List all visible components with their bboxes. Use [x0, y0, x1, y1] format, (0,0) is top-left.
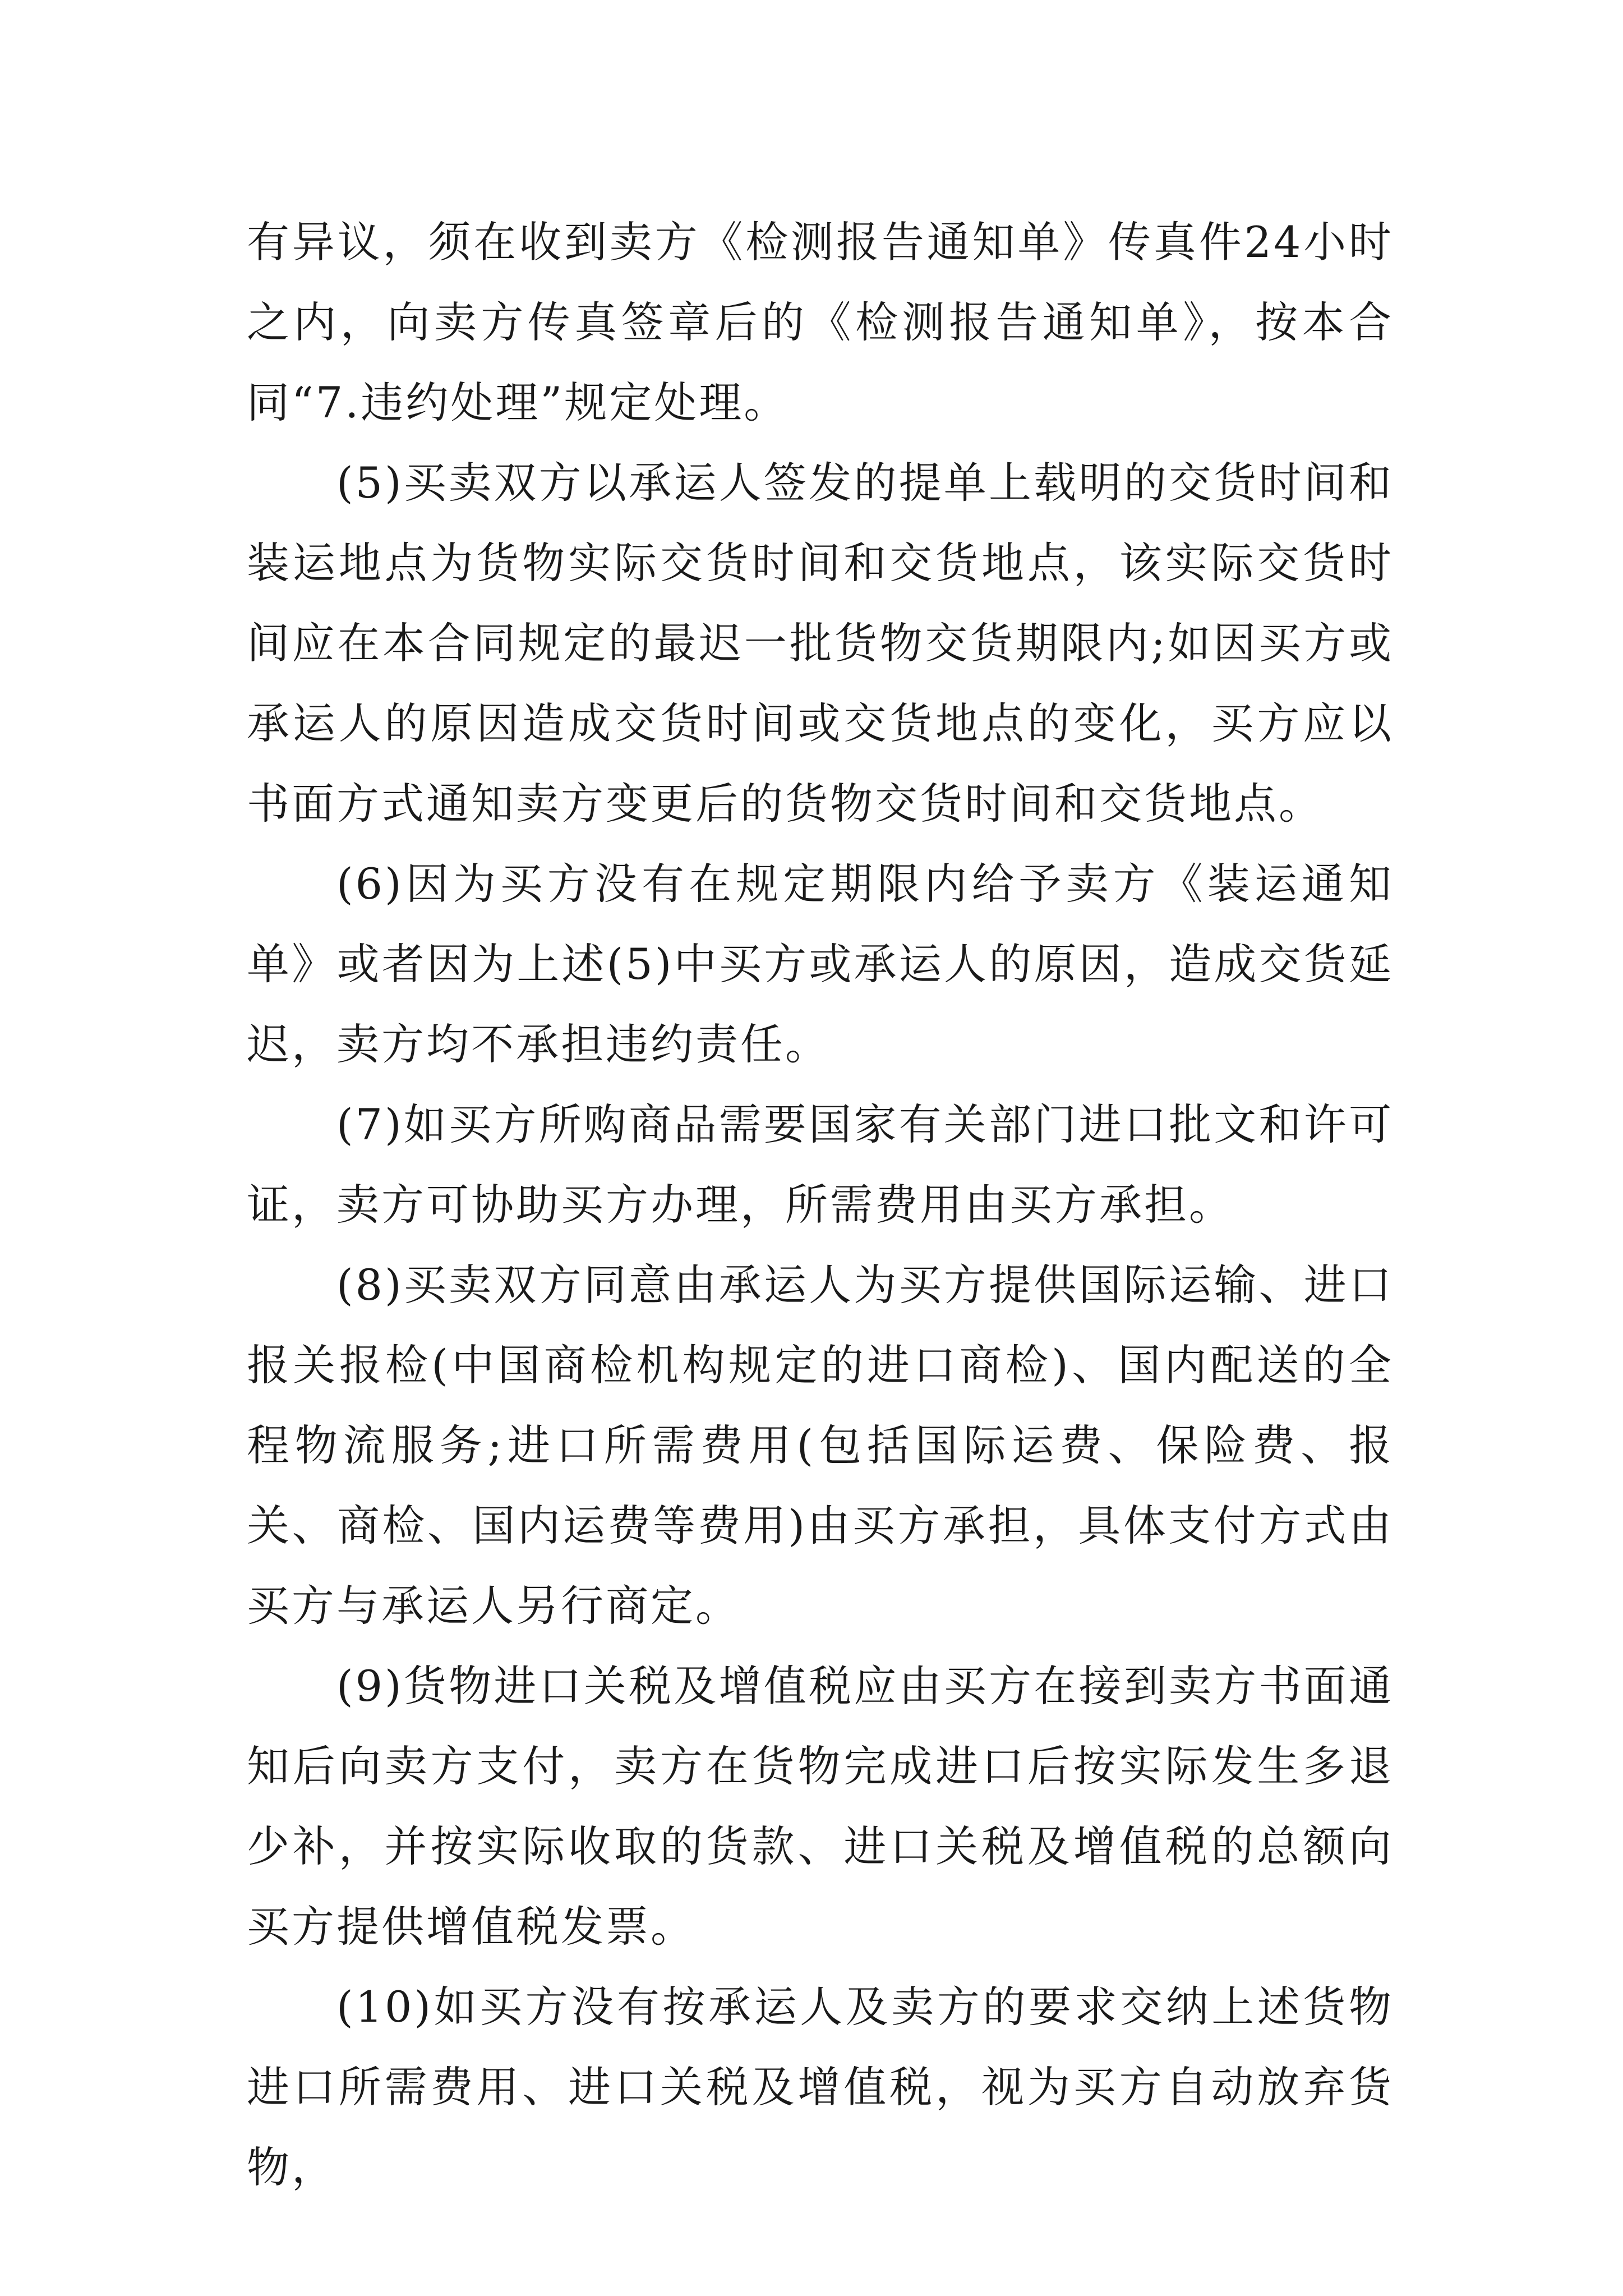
paragraph-clause-6: (6)因为买方没有在规定期限内给予卖方《装运通知单》或者因为上述(5)中买方或承运人的原因，造成交货延迟，卖方均不承担违约责任。	[247, 859, 1394, 1069]
paragraph-clause-5: (5)买卖双方以承运人签发的提单上载明的交货时间和装运地点为货物实际交货时间和交货地点，该实际交货时间应在本合同规定的最迟一批货物交货期限内;如因买方或承运人的原因造成交货时间或交货地点的变化，买方应以书面方式通知卖方变更后的货物交货时间和交货地点。	[247, 458, 1394, 829]
paragraph-clause-7: (7)如买方所购商品需要国家有关部门进口批文和许可证，卖方可协助买方办理，所需费用由买方承担。	[247, 1099, 1394, 1230]
paragraph-clause-9: (9)货物进口关税及增值税应由买方在接到卖方书面通知后向卖方支付，卖方在货物完成进口后按实际发生多退少补，并按实际收取的货款、进口关税及增值税的总额向买方提供增值税发票。	[247, 1661, 1394, 1952]
paragraph-clause-10: (10)如买方没有按承运人及卖方的要求交纳上述货物进口所需费用、进口关税及增值税，视为买方自动放弃货物，	[247, 1982, 1394, 2192]
document-body	[247, 202, 1394, 2207]
paragraph-continuation: 有异议，须在收到卖方《检测报告通知单》传真件24小时之内，向卖方传真签章后的《检测报告通知单》，按本合同“7.违约处理”规定处理。	[247, 217, 1394, 427]
paragraph-clause-8: (8)买卖双方同意由承运人为买方提供国际运输、进口报关报检(中国商检机构规定的进口商检)、国内配送的全程物流服务;进口所需费用(包括国际运费、保险费、报关、商检、国内运费等费用)由买方承担，具体支付方式由买方与承运人另行商定。	[247, 1260, 1394, 1631]
